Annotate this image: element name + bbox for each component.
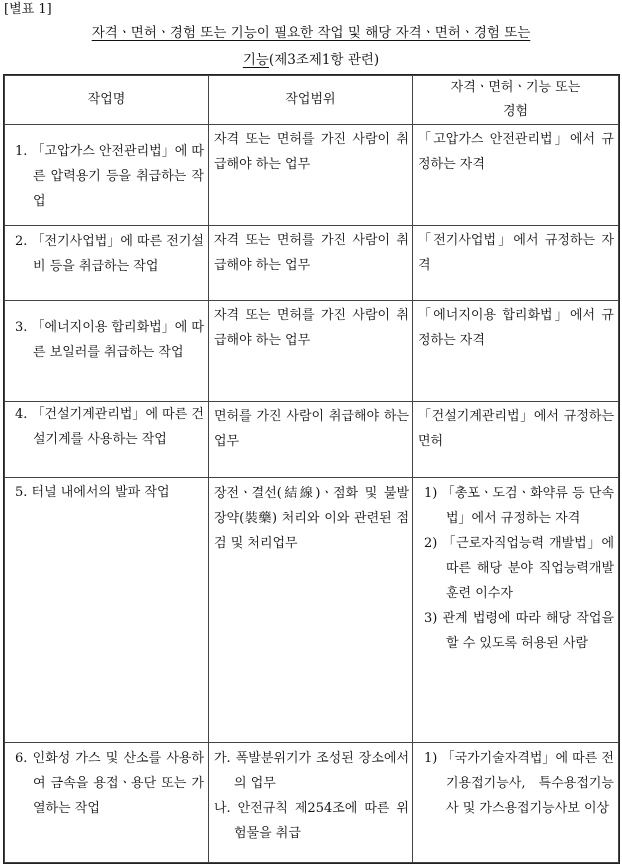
qualification-item: 1) 「국가기술자격법」에 따른 전기용접기능사, 특수용접기능사 및 가스용접기능사보 이상 bbox=[424, 751, 614, 816]
header-qualification: 자격ㆍ면허ㆍ기능 또는 경험 bbox=[413, 76, 619, 125]
qualification-item: 2) 「근로자직업능력 개발법」에 따른 해당 분야 직업능력개발훈련 이수자 bbox=[424, 536, 614, 601]
table-row bbox=[5, 478, 619, 743]
qualification-cell: 「에너지이용 합리화법」에서 규정하는 자격 bbox=[413, 301, 619, 402]
qualification-cell bbox=[413, 743, 619, 863]
task-scope-cell: 자격 또는 면허를 가진 사람이 취급해야 하는 업무 bbox=[209, 226, 413, 301]
qualification-item: 1) 「총포ㆍ도검ㆍ화약류 등 단속법」에서 규정하는 자격 bbox=[424, 486, 614, 526]
table-header-row bbox=[5, 76, 619, 125]
table-row bbox=[5, 402, 619, 478]
qualification-cell bbox=[413, 478, 619, 743]
scope-item: 나. 안전규칙 제254조에 따른 위험물을 취급 bbox=[214, 801, 409, 841]
scope-item: 가. 폭발분위기가 조성된 장소에서의 업무 bbox=[214, 751, 409, 791]
header-task-scope: 작업범위 bbox=[209, 76, 413, 125]
task-scope-cell: 자격 또는 면허를 가진 사람이 취급해야 하는 업무 bbox=[209, 125, 413, 226]
task-scope-cell bbox=[209, 743, 413, 863]
task-name-cell: 1. 「고압가스 안전관리법」에 따른 압력용기 등을 취급하는 작업 bbox=[5, 125, 209, 226]
task-name-cell: 6. 인화성 가스 및 산소를 사용하여 금속을 용접ㆍ용단 또는 가열하는 작업 bbox=[5, 743, 209, 863]
table-title-line2: 기능(제3조제1항 관련) bbox=[242, 52, 380, 68]
task-scope-cell: 면허를 가진 사람이 취급해야 하는 업무 bbox=[209, 402, 413, 478]
qualification-item: 3) 관계 법령에 따라 해당 작업을 할 수 있도록 허용된 사람 bbox=[424, 611, 614, 651]
task-scope-cell: 자격 또는 면허를 가진 사람이 취급해야 하는 업무 bbox=[209, 301, 413, 402]
task-scope-cell: 장전ㆍ결선(結線)ㆍ점화 및 불발 장약(裝藥) 처리와 이와 관련된 점검 및 처리업무 bbox=[209, 478, 413, 743]
header-task-name: 작업명 bbox=[5, 76, 209, 125]
qualification-cell: 「전기사업법」에서 규정하는 자격 bbox=[413, 226, 619, 301]
qualification-cell: 「건설기계관리법」에서 규정하는 면허 bbox=[413, 402, 619, 478]
table-row bbox=[5, 743, 619, 863]
table-row bbox=[5, 301, 619, 402]
qualification-cell: 「고압가스 안전관리법」에서 규정하는 자격 bbox=[413, 125, 619, 226]
task-name-cell: 2. 「전기사업법」에 따른 전기설비 등을 취급하는 작업 bbox=[5, 226, 209, 301]
table-row bbox=[5, 226, 619, 301]
requirements-table bbox=[3, 74, 620, 864]
table-title-line1: 자격ㆍ면허ㆍ경험 또는 기능이 필요한 작업 및 해당 자격ㆍ면허ㆍ경험 또는 bbox=[91, 25, 531, 41]
annex-label: [별표 1] bbox=[4, 2, 52, 17]
table-row bbox=[5, 125, 619, 226]
task-name-cell: 5. 터널 내에서의 발파 작업 bbox=[5, 478, 209, 743]
task-name-cell: 3. 「에너지이용 합리화법」에 따른 보일러를 취급하는 작업 bbox=[5, 301, 209, 402]
task-name-cell: 4. 「건설기계관리법」에 따른 건설기계를 사용하는 작업 bbox=[5, 402, 209, 478]
